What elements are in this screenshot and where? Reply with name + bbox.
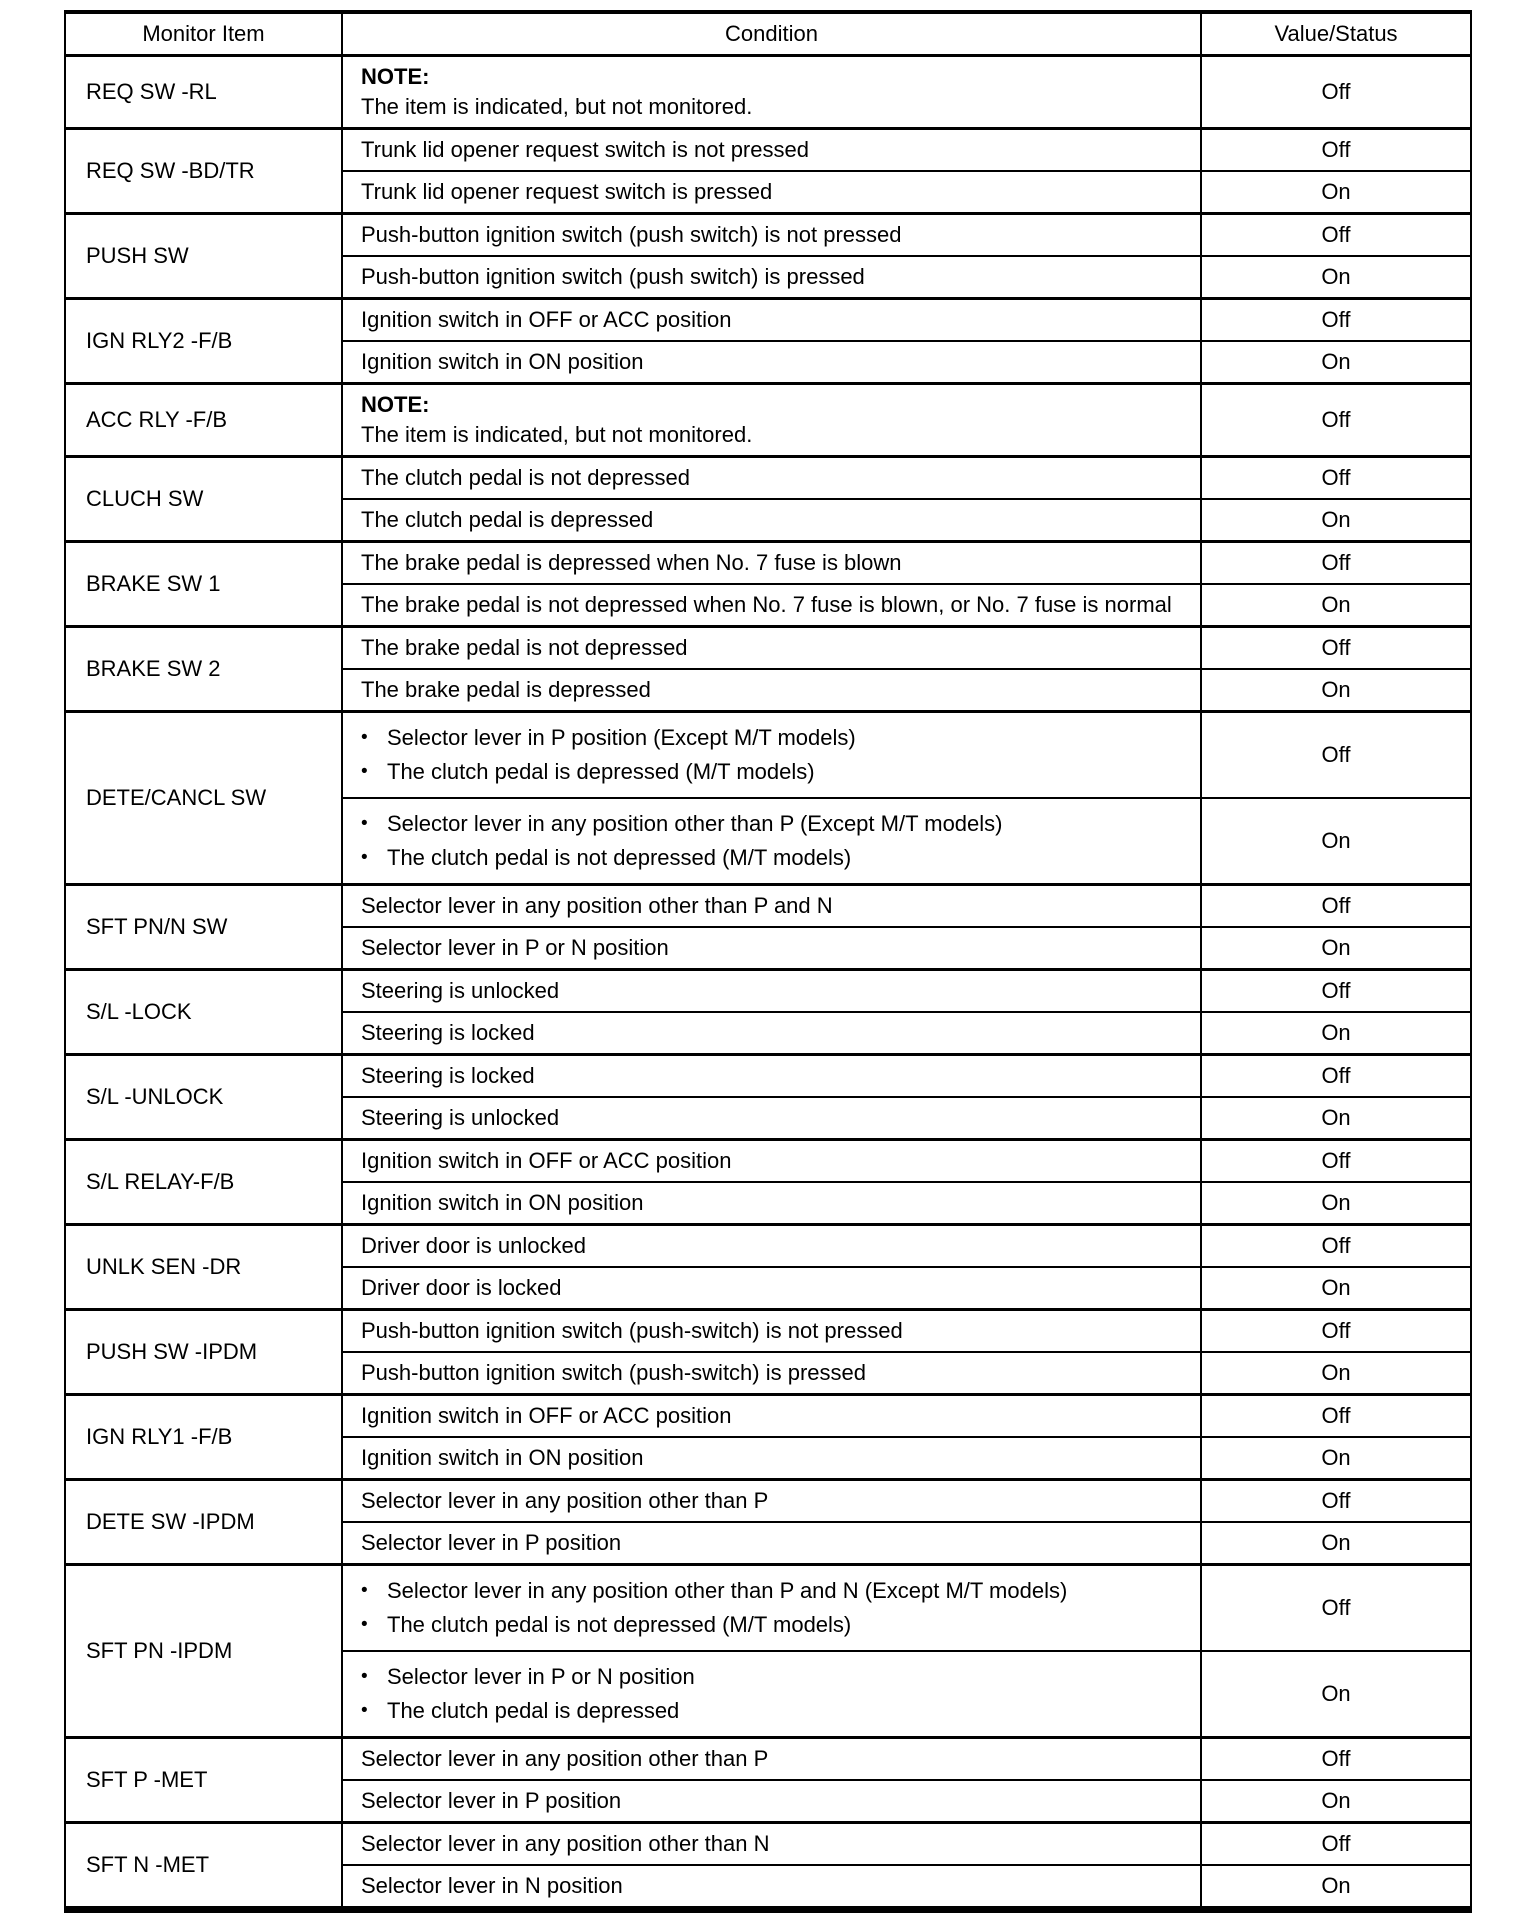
value-status-cell: Off	[1201, 1310, 1471, 1353]
table-row	[65, 627, 1471, 670]
condition-cell: Selector lever in P or N position	[342, 927, 1201, 970]
condition-cell: Ignition switch in OFF or ACC position	[342, 1395, 1201, 1438]
value-status-cell: On	[1201, 1267, 1471, 1310]
condition-cell: Driver door is locked	[342, 1267, 1201, 1310]
monitor-item-cell: S/L RELAY-F/B	[65, 1140, 342, 1225]
value-status-cell: On	[1201, 341, 1471, 384]
table-row	[65, 885, 1471, 928]
value-status-cell: Off	[1201, 627, 1471, 670]
value-status-cell: Off	[1201, 1395, 1471, 1438]
condition-cell	[342, 1651, 1201, 1738]
monitor-item-cell: SFT N -MET	[65, 1823, 342, 1910]
value-status-cell: On	[1201, 1352, 1471, 1395]
condition-cell: The brake pedal is not depressed	[342, 627, 1201, 670]
condition-bullet-list	[361, 723, 1184, 787]
monitor-item-cell: DETE/CANCL SW	[65, 712, 342, 885]
condition-bullet: • The clutch pedal is not depressed (M/T models)	[361, 843, 1184, 873]
monitor-item-cell: PUSH SW -IPDM	[65, 1310, 342, 1395]
value-status-cell: On	[1201, 798, 1471, 885]
value-status-cell: Off	[1201, 1480, 1471, 1523]
value-status-cell: On	[1201, 171, 1471, 214]
value-status-cell: Off	[1201, 1225, 1471, 1268]
monitor-item-cell: BRAKE SW 2	[65, 627, 342, 712]
condition-bullet: • The clutch pedal is depressed (M/T models)	[361, 757, 1184, 787]
table-row	[65, 1310, 1471, 1353]
monitor-item-cell: UNLK SEN -DR	[65, 1225, 342, 1310]
monitor-item-cell: DETE SW -IPDM	[65, 1480, 342, 1565]
condition-cell: Steering is unlocked	[342, 1097, 1201, 1140]
monitor-item-cell: REQ SW -BD/TR	[65, 129, 342, 214]
value-status-cell: Off	[1201, 1055, 1471, 1098]
value-status-cell: On	[1201, 499, 1471, 542]
condition-cell: Ignition switch in OFF or ACC position	[342, 1140, 1201, 1183]
condition-cell: Selector lever in any position other than P	[342, 1738, 1201, 1781]
table-header	[65, 12, 1471, 56]
condition-bullet-list	[361, 1662, 1184, 1726]
value-status-cell: Off	[1201, 457, 1471, 500]
table-row	[65, 970, 1471, 1013]
condition-cell: The brake pedal is depressed when No. 7 fuse is blown	[342, 542, 1201, 585]
condition-bullet: • The clutch pedal is depressed	[361, 1696, 1184, 1726]
column-header-condition: Condition	[342, 12, 1201, 56]
condition-bullet: • Selector lever in P position (Except M/T models)	[361, 723, 1184, 753]
condition-cell	[342, 1565, 1201, 1652]
condition-cell: Push-button ignition switch (push switch) is not pressed	[342, 214, 1201, 257]
value-status-cell: Off	[1201, 384, 1471, 457]
table-row	[65, 214, 1471, 257]
condition-cell: The brake pedal is depressed	[342, 669, 1201, 712]
condition-cell: Selector lever in any position other than P	[342, 1480, 1201, 1523]
monitor-item-cell: IGN RLY2 -F/B	[65, 299, 342, 384]
note-label: NOTE:	[361, 64, 430, 89]
condition-cell: Selector lever in any position other than P and N	[342, 885, 1201, 928]
condition-cell	[342, 56, 1201, 129]
value-status-cell: On	[1201, 1437, 1471, 1480]
header-row	[65, 12, 1471, 56]
condition-cell: Driver door is unlocked	[342, 1225, 1201, 1268]
monitor-item-cell: REQ SW -RL	[65, 56, 342, 129]
monitor-item-cell: PUSH SW	[65, 214, 342, 299]
condition-cell: Trunk lid opener request switch is not pressed	[342, 129, 1201, 172]
monitor-item-cell: S/L -LOCK	[65, 970, 342, 1055]
condition-bullet: • Selector lever in any position other than P (Except M/T models)	[361, 809, 1184, 839]
table-row	[65, 1738, 1471, 1781]
value-status-cell: Off	[1201, 129, 1471, 172]
table-row	[65, 1823, 1471, 1866]
value-status-cell: On	[1201, 1522, 1471, 1565]
value-status-cell: Off	[1201, 1565, 1471, 1652]
value-status-cell: On	[1201, 1865, 1471, 1910]
column-header-value-status: Value/Status	[1201, 12, 1471, 56]
table-row	[65, 129, 1471, 172]
table-row	[65, 1480, 1471, 1523]
table-row	[65, 384, 1471, 457]
condition-cell: Trunk lid opener request switch is pressed	[342, 171, 1201, 214]
condition-cell	[342, 384, 1201, 457]
condition-bullet: • Selector lever in any position other than P and N (Except M/T models)	[361, 1576, 1184, 1606]
value-status-cell: On	[1201, 669, 1471, 712]
table-body	[65, 56, 1471, 1910]
value-status-cell: On	[1201, 1182, 1471, 1225]
monitor-item-cell: S/L -UNLOCK	[65, 1055, 342, 1140]
monitor-item-cell: SFT PN -IPDM	[65, 1565, 342, 1738]
table-row	[65, 1055, 1471, 1098]
table-row	[65, 712, 1471, 799]
value-status-cell: On	[1201, 1780, 1471, 1823]
value-status-cell: Off	[1201, 1738, 1471, 1781]
condition-cell: Steering is unlocked	[342, 970, 1201, 1013]
condition-cell: Selector lever in P position	[342, 1522, 1201, 1565]
value-status-cell: Off	[1201, 214, 1471, 257]
table-row	[65, 457, 1471, 500]
value-status-cell: On	[1201, 1097, 1471, 1140]
monitor-item-cell: IGN RLY1 -F/B	[65, 1395, 342, 1480]
condition-bullet: • The clutch pedal is not depressed (M/T models)	[361, 1610, 1184, 1640]
condition-cell: Ignition switch in ON position	[342, 341, 1201, 384]
table-row	[65, 299, 1471, 342]
value-status-cell: On	[1201, 256, 1471, 299]
value-status-cell: On	[1201, 1012, 1471, 1055]
value-status-cell: On	[1201, 927, 1471, 970]
value-status-cell: Off	[1201, 56, 1471, 129]
condition-cell: Ignition switch in ON position	[342, 1182, 1201, 1225]
condition-cell: The clutch pedal is not depressed	[342, 457, 1201, 500]
condition-bullet-list	[361, 1576, 1184, 1640]
condition-cell: Selector lever in any position other than N	[342, 1823, 1201, 1866]
table-row	[65, 1395, 1471, 1438]
monitor-item-cell: ACC RLY -F/B	[65, 384, 342, 457]
value-status-cell: Off	[1201, 970, 1471, 1013]
monitor-item-cell: SFT P -MET	[65, 1738, 342, 1823]
column-header-monitor-item: Monitor Item	[65, 12, 342, 56]
condition-cell: The clutch pedal is depressed	[342, 499, 1201, 542]
value-status-cell: Off	[1201, 1140, 1471, 1183]
table-row	[65, 1565, 1471, 1652]
condition-cell: Selector lever in N position	[342, 1865, 1201, 1910]
note-label: NOTE:	[361, 392, 430, 417]
condition-cell: Push-button ignition switch (push switch) is pressed	[342, 256, 1201, 299]
condition-cell: Steering is locked	[342, 1012, 1201, 1055]
value-status-cell: Off	[1201, 1823, 1471, 1866]
value-status-cell: On	[1201, 584, 1471, 627]
data-monitor-table	[64, 10, 1472, 1913]
value-status-cell: Off	[1201, 885, 1471, 928]
table-row	[65, 542, 1471, 585]
condition-cell: The brake pedal is not depressed when No. 7 fuse is blown, or No. 7 fuse is normal	[342, 584, 1201, 627]
note-text: The item is indicated, but not monitored.	[361, 422, 753, 447]
value-status-cell: Off	[1201, 542, 1471, 585]
condition-bullet: • Selector lever in P or N position	[361, 1662, 1184, 1692]
condition-cell	[342, 712, 1201, 799]
condition-cell: Push-button ignition switch (push-switch) is not pressed	[342, 1310, 1201, 1353]
table-row	[65, 1225, 1471, 1268]
monitor-item-cell: BRAKE SW 1	[65, 542, 342, 627]
note-text: The item is indicated, but not monitored.	[361, 94, 753, 119]
value-status-cell: On	[1201, 1651, 1471, 1738]
monitor-item-cell: CLUCH SW	[65, 457, 342, 542]
condition-cell: Ignition switch in OFF or ACC position	[342, 299, 1201, 342]
condition-bullet-list	[361, 809, 1184, 873]
monitor-item-cell: SFT PN/N SW	[65, 885, 342, 970]
value-status-cell: Off	[1201, 299, 1471, 342]
table-row	[65, 1140, 1471, 1183]
value-status-cell: Off	[1201, 712, 1471, 799]
table-row	[65, 56, 1471, 129]
condition-cell: Push-button ignition switch (push-switch) is pressed	[342, 1352, 1201, 1395]
condition-cell: Steering is locked	[342, 1055, 1201, 1098]
condition-cell	[342, 798, 1201, 885]
condition-cell: Ignition switch in ON position	[342, 1437, 1201, 1480]
condition-cell: Selector lever in P position	[342, 1780, 1201, 1823]
